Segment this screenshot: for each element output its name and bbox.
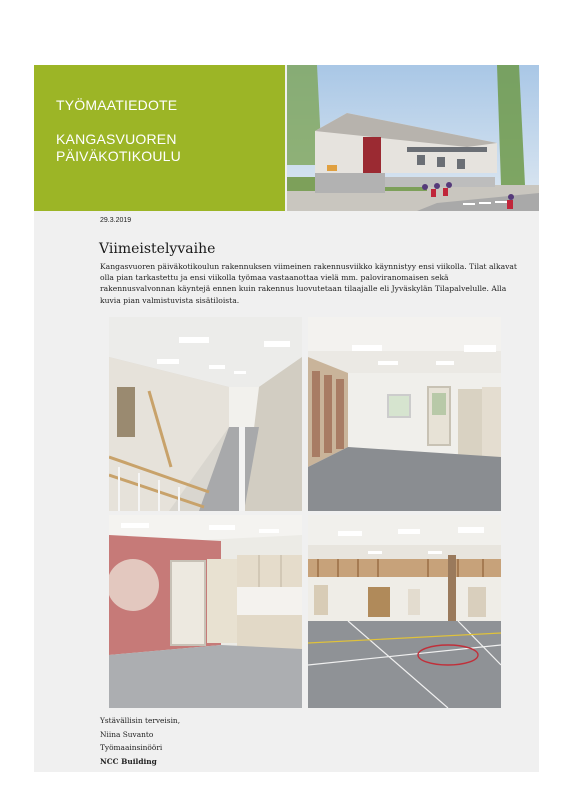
signature-block bbox=[100, 714, 180, 768]
classroom-photo bbox=[308, 317, 501, 511]
hallway-stairs-photo bbox=[109, 317, 302, 511]
header-banner bbox=[34, 65, 285, 211]
gym-hall-photo bbox=[308, 515, 501, 708]
building-exterior-photo bbox=[287, 65, 539, 211]
bulletin-label: TYÖMAATIEDOTE bbox=[56, 97, 178, 113]
article-body: Kangasvuoren päiväkotikoulun rakennuksen viimeinen rakennusviikko käynnistyy ensi viikolla. Tilat alkavat olla pian tarkastettu ja ensi viikolla työmaa vastaanottaa vielä mm. paloviranomaisen sekä rakennusvalvonnan käyntejä ennen kuin rakennus luovutetaan tilaajalle eli Jyväskylän Tilapalvelulle. Alla kuvia pian valmistuvista sisätiloista. bbox=[100, 262, 517, 305]
project-title: KANGASVUOREN PÄIVÄKOTIKOULU bbox=[56, 131, 181, 164]
article-heading: Viimeistelyvaihe bbox=[99, 241, 216, 257]
bulletin-date: 29.3.2019 bbox=[100, 217, 132, 224]
closing-greeting: Ystävällisin terveisin, bbox=[100, 716, 181, 725]
sender-role: Työmaainsinööri bbox=[100, 743, 163, 753]
sender-name: Niina Suvanto bbox=[100, 729, 154, 739]
company-name: NCC Building bbox=[100, 756, 157, 766]
kitchen-room-photo bbox=[109, 515, 302, 708]
